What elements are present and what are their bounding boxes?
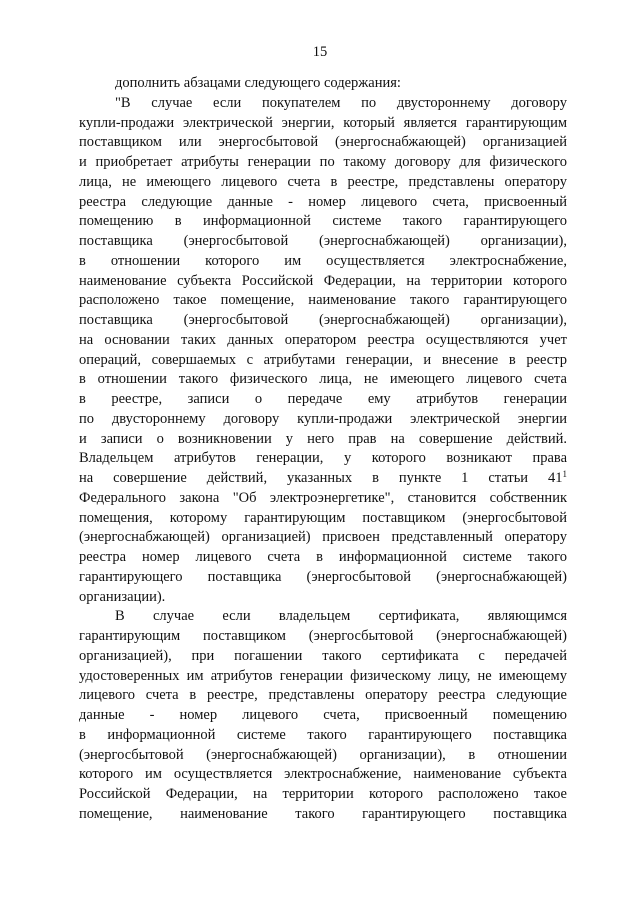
text-line — [79, 370, 567, 390]
text-line-content: Российской Федерации, на территории которого расположено такое — [79, 786, 567, 802]
text-line — [79, 667, 567, 687]
text-line-content: лица, не имеющего лицевого счета в реестре, представлены оператору — [79, 173, 567, 190]
text-line-content: на основании таких данных оператором реестра осуществляются учет — [79, 331, 567, 348]
superscript: 1 — [562, 469, 567, 479]
text-line-content: купли-продажи электрической энергии, который является гарантирующим — [79, 114, 567, 131]
text-line — [79, 410, 567, 430]
text-line-content: Федерального закона "Об электроэнергетике", становится собственник — [79, 489, 567, 506]
text-line — [79, 291, 567, 311]
text-line-content: поставщика (энергосбытовой (энергоснабжающей) организации), — [79, 233, 567, 249]
text-line-content: которого им осуществляется электроснабжение, наименование субъекта — [79, 766, 567, 783]
text-line-content: в информационной системе такого гарантирующего поставщика — [79, 726, 567, 743]
text-line-content: наименование субъекта Российской Федерации, на территории которого — [79, 272, 567, 289]
text-line — [79, 528, 567, 548]
text-line-content: "В случае если покупателем по двустороннему договору — [115, 94, 567, 111]
text-line-content: поставщика (энергосбытовой (энергоснабжающей) организации), — [79, 312, 567, 328]
text-line-content: Владельцем атрибутов генерации, у которого возникают права — [79, 450, 567, 467]
text-line — [79, 568, 567, 588]
text-line — [79, 469, 567, 489]
text-line — [79, 173, 567, 193]
text-line-content: организации). — [79, 588, 166, 605]
text-line — [79, 509, 567, 529]
text-line-content: В случае если владельцем сертификата, являющимся — [115, 608, 567, 625]
text-line — [79, 647, 567, 667]
text-line — [79, 133, 567, 153]
text-line-content: в реестре, записи о передаче ему атрибутов генерации — [79, 391, 567, 407]
text-line-content: расположено такое помещение, наименование такого гарантирующего — [79, 292, 567, 309]
text-line — [79, 114, 567, 134]
text-line — [79, 232, 567, 252]
document-body — [79, 74, 567, 825]
text-line — [79, 430, 567, 450]
text-line — [79, 627, 567, 647]
text-line — [79, 331, 567, 351]
text-line — [79, 588, 567, 608]
text-line-content: и приобретает атрибуты генерации по такому договору для физического — [79, 154, 567, 170]
text-line-content: на совершение действий, указанных в пункте 1 статьи 41 — [79, 470, 563, 486]
text-line — [79, 726, 567, 746]
text-line — [79, 548, 567, 568]
text-line-content: лицевого счета в реестре, представлены оператору реестра следующие — [79, 687, 567, 704]
text-line — [79, 272, 567, 292]
text-line-content: в отношении которого им осуществляется электроснабжение, — [79, 252, 567, 269]
text-line — [79, 765, 567, 785]
text-line-content: гарантирующим поставщиком (энергосбытовой (энергоснабжающей) — [79, 628, 567, 644]
text-line — [79, 94, 567, 114]
text-line — [79, 706, 567, 726]
text-line — [79, 449, 567, 469]
text-line — [79, 153, 567, 173]
text-line — [79, 686, 567, 706]
text-line — [79, 351, 567, 371]
text-line-content: помещения, которому гарантирующим поставщиком (энергосбытовой — [79, 509, 567, 526]
text-line — [79, 390, 567, 410]
text-line — [79, 74, 567, 94]
text-line-content: реестра номер лицевого счета в информационной системе такого — [79, 549, 567, 565]
text-line-content: и записи о возникновении у него прав на совершение действий. — [79, 430, 567, 447]
text-line-content: реестра следующие данные - номер лицевого счета, присвоенный — [79, 193, 567, 210]
text-line-content: операций, совершаемых с атрибутами генерации, и внесение в реестр — [79, 351, 567, 368]
text-line-content: (энергосбытовой (энергоснабжающей) организации), в отношении — [79, 746, 567, 763]
text-line-content: поставщиком или энергосбытовой (энергоснабжающей) организацией — [79, 134, 567, 151]
text-line-content: гарантирующего поставщика (энергосбытовой (энергоснабжающей) — [79, 568, 567, 585]
text-line — [79, 489, 567, 509]
text-line-content: (энергоснабжающей) организацией) присвоен представленный оператору — [79, 529, 567, 546]
text-line-content: данные - номер лицевого счета, присвоенный помещению — [79, 707, 567, 723]
page-number: 15 — [312, 44, 328, 60]
text-line — [79, 746, 567, 766]
text-line — [79, 212, 567, 232]
text-line-content: удостоверенных им атрибутов генерации физическому лицу, не имеющему — [79, 667, 567, 684]
text-line-content: помещение, наименование такого гарантирующего поставщика — [79, 805, 567, 822]
text-line-content: помещению в информационной системе такого гарантирующего — [79, 213, 567, 230]
text-line — [79, 193, 567, 213]
text-line — [79, 805, 567, 825]
text-line-content: по двустороннему договору купли-продажи электрической энергии — [79, 410, 567, 427]
text-line-content: в отношении такого физического лица, не имеющего лицевого счета — [79, 371, 567, 388]
text-line — [79, 607, 567, 627]
text-line — [79, 252, 567, 272]
text-line-content: организацией), при погашении такого сертификата с передачей — [79, 647, 567, 664]
text-line — [79, 311, 567, 331]
text-line — [79, 785, 567, 805]
text-line-content: дополнить абзацами следующего содержания: — [115, 75, 401, 91]
